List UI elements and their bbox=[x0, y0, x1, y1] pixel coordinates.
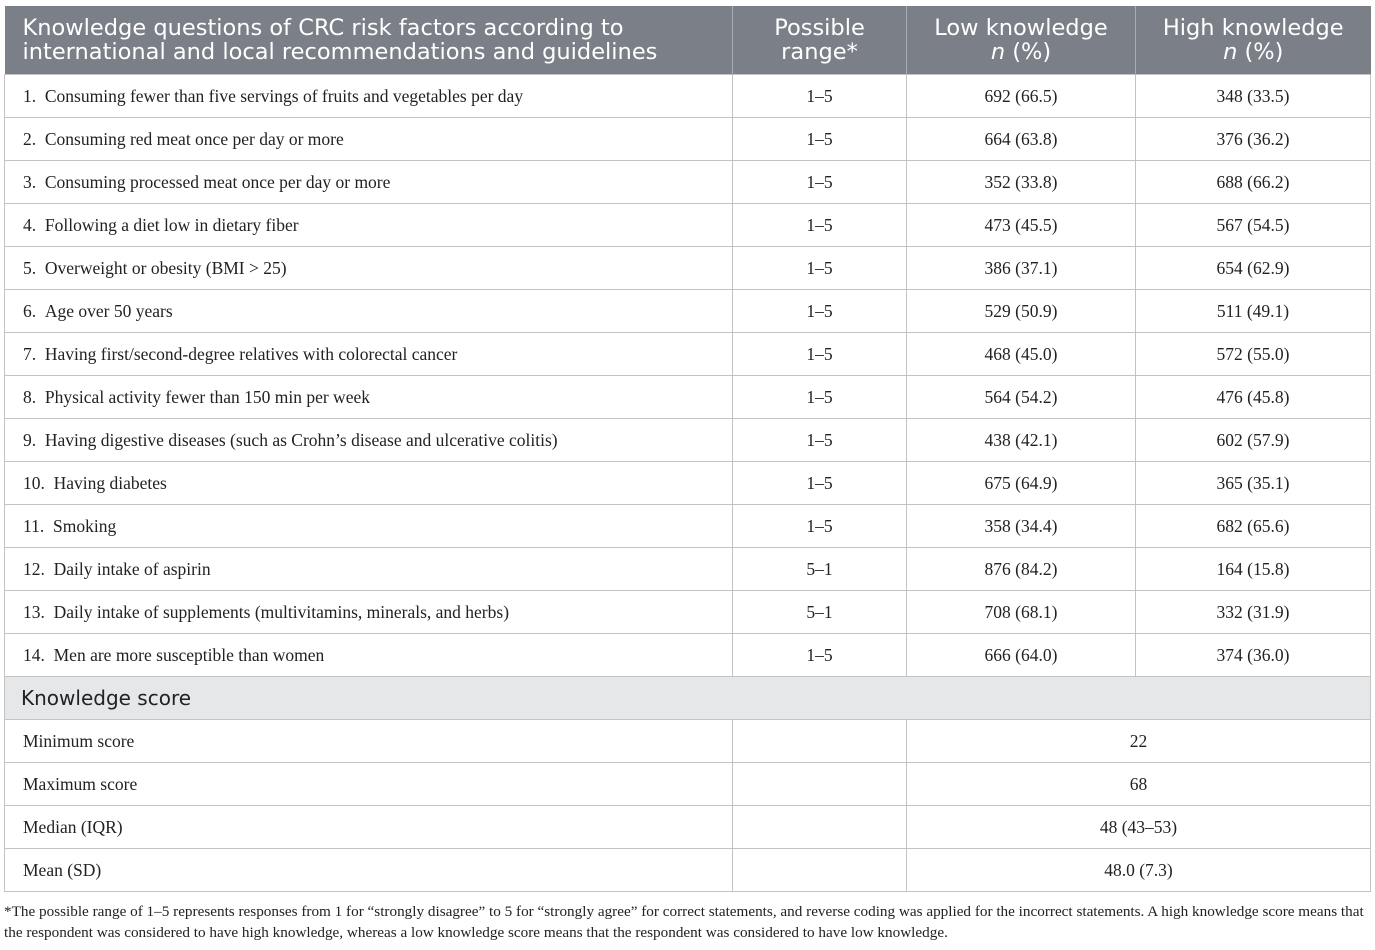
question-number: 12. bbox=[23, 558, 45, 579]
header-questions-line2: international and local recommendations and guidelines bbox=[22, 39, 658, 65]
score-value: 48.0 (7.3) bbox=[907, 849, 1371, 892]
question-text: Men are more susceptible than women bbox=[53, 644, 325, 665]
knowledge-table bbox=[4, 6, 1371, 892]
table-row bbox=[5, 548, 1371, 591]
question-text: Following a diet low in dietary fiber bbox=[44, 214, 299, 235]
question-cell bbox=[5, 591, 733, 634]
score-row bbox=[5, 763, 1371, 806]
range-cell: 1–5 bbox=[733, 204, 907, 247]
table-container bbox=[4, 6, 1370, 892]
table-row bbox=[5, 204, 1371, 247]
score-label: Median (IQR) bbox=[5, 806, 733, 849]
header-possible-range bbox=[733, 6, 907, 75]
range-cell: 1–5 bbox=[733, 419, 907, 462]
table-row bbox=[5, 247, 1371, 290]
question-number: 9. bbox=[23, 429, 37, 450]
question-number: 14. bbox=[23, 644, 45, 665]
table-row bbox=[5, 161, 1371, 204]
score-row bbox=[5, 806, 1371, 849]
question-cell bbox=[5, 161, 733, 204]
high-knowledge-cell: 682 (65.6) bbox=[1136, 505, 1371, 548]
question-cell bbox=[5, 505, 733, 548]
question-text: Age over 50 years bbox=[44, 300, 173, 321]
question-cell bbox=[5, 548, 733, 591]
low-knowledge-cell: 468 (45.0) bbox=[907, 333, 1136, 376]
range-cell: 1–5 bbox=[733, 161, 907, 204]
table-row bbox=[5, 118, 1371, 161]
range-cell: 1–5 bbox=[733, 462, 907, 505]
header-low-n: n bbox=[990, 39, 1006, 65]
high-knowledge-cell: 602 (57.9) bbox=[1136, 419, 1371, 462]
question-text: Consuming fewer than five servings of fruits and vegetables per day bbox=[44, 85, 524, 106]
high-knowledge-cell: 654 (62.9) bbox=[1136, 247, 1371, 290]
low-knowledge-cell: 708 (68.1) bbox=[907, 591, 1136, 634]
high-knowledge-cell: 572 (55.0) bbox=[1136, 333, 1371, 376]
table-footnote: *The possible range of 1–5 represents responses from 1 for “strongly disagree” to 5 for “strongly agree” for correct statements, and reverse coding was applied for the incorrect statements. A high knowledge score means that the respondent was considered to have high knowledge, whereas a low knowledge score means that the respondent was considered to have low knowledge. bbox=[4, 903, 1364, 941]
range-cell: 5–1 bbox=[733, 591, 907, 634]
range-cell: 1–5 bbox=[733, 333, 907, 376]
score-row bbox=[5, 720, 1371, 763]
question-number: 4. bbox=[23, 214, 37, 235]
question-number: 8. bbox=[23, 386, 37, 407]
header-high-knowledge bbox=[1136, 6, 1371, 75]
high-knowledge-cell: 348 (33.5) bbox=[1136, 75, 1371, 118]
table-row bbox=[5, 333, 1371, 376]
high-knowledge-cell: 511 (49.1) bbox=[1136, 290, 1371, 333]
range-cell: 1–5 bbox=[733, 376, 907, 419]
question-cell bbox=[5, 290, 733, 333]
header-high-line2 bbox=[1136, 40, 1371, 64]
table-row bbox=[5, 419, 1371, 462]
header-low-line2 bbox=[907, 40, 1135, 64]
low-knowledge-cell: 358 (34.4) bbox=[907, 505, 1136, 548]
header-low-pct: (%) bbox=[1005, 39, 1052, 65]
question-text: Daily intake of supplements (multivitamins, minerals, and herbs) bbox=[53, 601, 510, 622]
question-text: Having first/second-degree relatives with colorectal cancer bbox=[44, 343, 458, 364]
question-text: Consuming red meat once per day or more bbox=[44, 128, 344, 149]
question-number: 10. bbox=[23, 472, 45, 493]
score-label: Maximum score bbox=[5, 763, 733, 806]
question-cell bbox=[5, 247, 733, 290]
high-knowledge-cell: 365 (35.1) bbox=[1136, 462, 1371, 505]
table-row bbox=[5, 376, 1371, 419]
score-empty-cell bbox=[733, 763, 907, 806]
high-knowledge-cell: 374 (36.0) bbox=[1136, 634, 1371, 677]
low-knowledge-cell: 692 (66.5) bbox=[907, 75, 1136, 118]
range-cell: 1–5 bbox=[733, 75, 907, 118]
high-knowledge-cell: 164 (15.8) bbox=[1136, 548, 1371, 591]
score-empty-cell bbox=[733, 806, 907, 849]
high-knowledge-cell: 376 (36.2) bbox=[1136, 118, 1371, 161]
question-cell bbox=[5, 333, 733, 376]
score-empty-cell bbox=[733, 849, 907, 892]
low-knowledge-cell: 664 (63.8) bbox=[907, 118, 1136, 161]
header-high-n: n bbox=[1223, 39, 1238, 65]
range-cell: 1–5 bbox=[733, 634, 907, 677]
high-knowledge-cell: 688 (66.2) bbox=[1136, 161, 1371, 204]
question-text: Daily intake of aspirin bbox=[53, 558, 211, 579]
high-knowledge-cell: 476 (45.8) bbox=[1136, 376, 1371, 419]
low-knowledge-cell: 438 (42.1) bbox=[907, 419, 1136, 462]
header-range-line2: range* bbox=[781, 39, 858, 65]
question-number: 3. bbox=[23, 171, 37, 192]
low-knowledge-cell: 529 (50.9) bbox=[907, 290, 1136, 333]
range-cell: 1–5 bbox=[733, 118, 907, 161]
high-knowledge-cell: 567 (54.5) bbox=[1136, 204, 1371, 247]
low-knowledge-cell: 876 (84.2) bbox=[907, 548, 1136, 591]
score-value: 22 bbox=[907, 720, 1371, 763]
header-high-line1: High knowledge bbox=[1162, 15, 1344, 41]
table-row bbox=[5, 634, 1371, 677]
score-value: 68 bbox=[907, 763, 1371, 806]
question-cell bbox=[5, 204, 733, 247]
low-knowledge-cell: 675 (64.9) bbox=[907, 462, 1136, 505]
question-text: Having diabetes bbox=[53, 472, 167, 493]
question-cell bbox=[5, 376, 733, 419]
question-text: Smoking bbox=[52, 515, 117, 536]
table-row bbox=[5, 75, 1371, 118]
question-cell bbox=[5, 419, 733, 462]
low-knowledge-cell: 473 (45.5) bbox=[907, 204, 1136, 247]
range-cell: 1–5 bbox=[733, 247, 907, 290]
header-row bbox=[5, 6, 1371, 75]
header-low-line1: Low knowledge bbox=[934, 15, 1108, 41]
question-number: 1. bbox=[23, 85, 37, 106]
section-title: Knowledge score bbox=[5, 677, 1371, 720]
question-text: Physical activity fewer than 150 min per week bbox=[44, 386, 370, 407]
table-body bbox=[5, 75, 1371, 892]
question-number: 7. bbox=[23, 343, 37, 364]
table-row bbox=[5, 462, 1371, 505]
low-knowledge-cell: 666 (64.0) bbox=[907, 634, 1136, 677]
question-text: Overweight or obesity (BMI > 25) bbox=[44, 257, 287, 278]
low-knowledge-cell: 564 (54.2) bbox=[907, 376, 1136, 419]
range-cell: 1–5 bbox=[733, 290, 907, 333]
question-text: Having digestive diseases (such as Crohn’s disease and ulcerative colitis) bbox=[44, 429, 558, 450]
low-knowledge-cell: 352 (33.8) bbox=[907, 161, 1136, 204]
question-number: 11. bbox=[23, 515, 45, 536]
header-questions bbox=[5, 6, 733, 75]
score-label: Minimum score bbox=[5, 720, 733, 763]
question-cell bbox=[5, 634, 733, 677]
question-number: 5. bbox=[23, 257, 37, 278]
score-value: 48 (43–53) bbox=[907, 806, 1371, 849]
table-row bbox=[5, 591, 1371, 634]
table-header bbox=[5, 6, 1371, 75]
table-row bbox=[5, 290, 1371, 333]
table-row bbox=[5, 505, 1371, 548]
question-number: 13. bbox=[23, 601, 45, 622]
score-row bbox=[5, 849, 1371, 892]
question-cell bbox=[5, 462, 733, 505]
range-cell: 5–1 bbox=[733, 548, 907, 591]
high-knowledge-cell: 332 (31.9) bbox=[1136, 591, 1371, 634]
question-cell bbox=[5, 75, 733, 118]
question-number: 6. bbox=[23, 300, 37, 321]
low-knowledge-cell: 386 (37.1) bbox=[907, 247, 1136, 290]
range-cell: 1–5 bbox=[733, 505, 907, 548]
question-cell bbox=[5, 118, 733, 161]
header-questions-line1: Knowledge questions of CRC risk factors according to bbox=[22, 15, 624, 41]
header-range-line1: Possible bbox=[774, 15, 865, 41]
section-row-knowledge-score bbox=[5, 677, 1371, 720]
score-empty-cell bbox=[733, 720, 907, 763]
score-label: Mean (SD) bbox=[5, 849, 733, 892]
header-high-pct: (%) bbox=[1237, 39, 1284, 65]
question-text: Consuming processed meat once per day or more bbox=[44, 171, 391, 192]
question-number: 2. bbox=[23, 128, 37, 149]
header-low-knowledge bbox=[907, 6, 1136, 75]
